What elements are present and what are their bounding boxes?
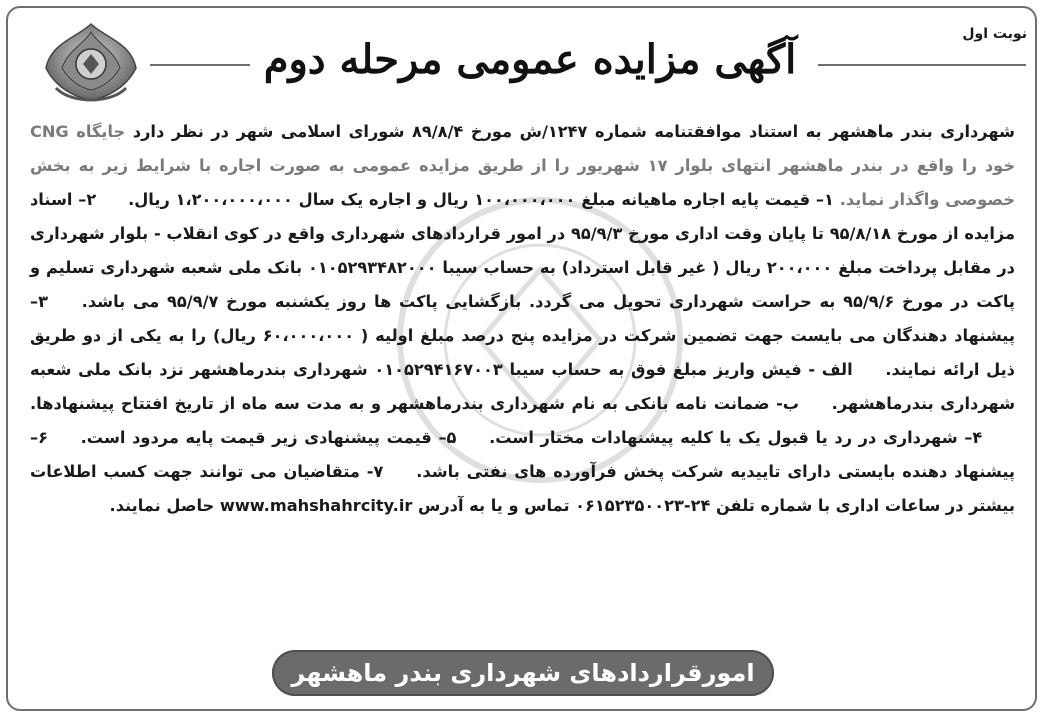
clause-3-a: الف - فیش واریز مبلغ فوق به حساب سیبا ۰۱۰۵۲۹۴۱۶۷۰۰۳ شهرداری بندرماهشهر نزد بانک ملی شعبه شهرداری بندرماهشهر. — [30, 360, 1015, 413]
municipality-emblem-icon — [36, 18, 146, 106]
ad-title: آگهی مزایده عمومی مرحله دوم — [263, 36, 797, 83]
intro-subject-text: جایگاه CNG خود را واقع در بندر ماهشهر انتهای بلوار ۱۷ شهریور را از طریق مزایده عمومی به صورت اجاره با شرایط زیر به بخش خصوصی واگذار نماید. — [30, 122, 1015, 209]
intro-text: شهرداری بندر ماهشهر به استناد موافقتنامه شماره ۱۲۴۷/ش مورخ ۸۹/۸/۴ شورای اسلامی شهر در نظر دارد — [132, 122, 1015, 141]
clause-3: ۳– پیشنهاد دهندگان می بایست جهت تضمین شرکت در مزایده پنج درصد مبلغ اولیه ( ۶۰،۰۰۰،۰۰۰ ریال) را به یکی از دو طریق ذیل ارائه نمایند. — [30, 292, 1015, 379]
clause-3-b: ب- ضمانت نامه بانکی به نام شهرداری بندرماهشهر و به مدت سه ماه از تاریخ افتتاح پیشنهادها. — [30, 394, 800, 413]
clause-1: ۱– قیمت پایه اجاره ماهیانه مبلغ ۱۰۰،۰۰۰،۰۰۰ ریال و اجاره یک سال ۱،۲۰۰،۰۰۰،۰۰۰ ریال. — [128, 190, 834, 209]
clause-6: ۶– پیشنهاد دهنده بایستی دارای تاییدیه شرکت پخش فرآورده های نفتی باشد. — [30, 428, 1016, 481]
clause-7: ۷- متقاضیان می توانند جهت کسب اطلاعات بیشتر در ساعات اداری با شماره تلفن ۲۴-۰۶۱۵۲۳۵۰۰۲۳ تماس و یا به آدرس www.mahshahrcity.ir حاصل نمایند. — [30, 462, 1015, 515]
clause-4: ۴– شهرداری در رد یا قبول یک یا کلیه پیشنهادات مختار است. — [489, 428, 983, 447]
edition-label: نوبت اول — [962, 26, 1027, 42]
clause-2: ۲– اسناد مزایده از مورخ ۹۵/۸/۱۸ تا پایان وقت اداری مورخ ۹۵/۹/۳ در امور قراردادهای شهرداری واقع در کوی انقلاب - بلوار شهرداری در مقابل پرداخت مبلغ ۲۰۰،۰۰۰ ریال ( غیر قابل استرداد) به حساب سیبا ۰۱۰۵۲۹۳۴۸۲۰۰۰ بانک ملی شعبه شهرداری تسلیم و پاکت در مورخ ۹۵/۹/۶ به حراست شهرداری تحویل می گردد. بازگشایی پاکت ها روز یکشنبه مورخ ۹۵/۹/۷ می باشد. — [30, 190, 1015, 311]
clause-5: ۵– قیمت پیشنهادی زیر قیمت پایه مردود است. — [80, 428, 457, 447]
ad-body — [30, 115, 1015, 523]
title-rule-right — [818, 64, 1026, 66]
issuer-banner: امورقراردادهای شهرداری بندر ماهشهر — [272, 650, 774, 696]
